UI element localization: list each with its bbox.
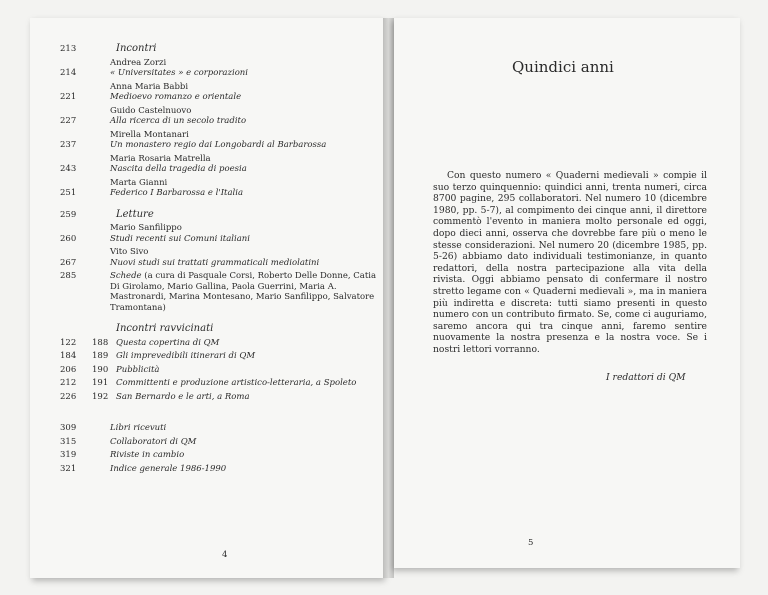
toc-item	[60, 178, 380, 199]
toc-page-number: 188	[92, 337, 109, 348]
toc-page-number: 213	[60, 44, 77, 54]
toc-section	[60, 324, 380, 335]
toc-page-number: 319	[60, 450, 77, 460]
toc-page-number: 206	[60, 364, 77, 375]
toc-title: Medioevo romanzo e orientale	[110, 92, 242, 102]
left-page-number: 4	[222, 550, 228, 560]
toc-page-number: 259	[60, 209, 77, 220]
toc-author: Maria Rosaria Matrella	[110, 153, 211, 164]
toc-title: Alla ricerca di un secolo tradito	[110, 116, 247, 126]
toc-item	[60, 392, 380, 403]
article-body: Con questo numero « Quaderni medievali » compie il suo terzo quinquennio: quindici anni, trenta numeri, circa 8700 pagine, 295 collaboratori. Nel numero 10 (dicembre 1980, pp. 5-7), al compimento dei cinque anni, il direttore commentò l'evento in maniera molto personale ed oggi, dopo dieci anni, osserva che dovrebbe fare più o meno le stesse considerazioni. Nel numero 20 (dicembre 1985, pp. 5-26) abbiamo dato individuali testimonianze, in quanto redattori, della nostra partecipazione alla vita della rivista. Oggi abbiamo pensato di confermare il nostro stretto legame con « Quaderni medievali », ma in maniera più indiretta e discreta: tutti siamo presenti in questo numero con un contributo firmato. Se, come ci auguriamo, saremo ancora qui tra cinque anni, faremo sentire nuovamente la nostra presenza e la nostra voce. Se i nostri lettori vorranno.	[433, 170, 707, 355]
article-title: Quindici anni	[512, 58, 614, 76]
toc-title: Studi recenti sui Comuni italiani	[110, 233, 250, 244]
toc-page-number: 260	[60, 233, 77, 244]
toc-section	[60, 210, 380, 221]
toc-item	[60, 338, 380, 349]
toc-section-title: Letture	[116, 208, 154, 220]
toc-author: Mirella Montanari	[110, 129, 189, 140]
toc-page-number: 251	[60, 188, 77, 198]
toc-item	[60, 223, 380, 244]
toc-title: Nascita della tragedia di poesia	[110, 164, 247, 174]
toc-item	[60, 154, 380, 175]
toc-page-number: 184	[60, 351, 77, 361]
toc-section-title: Incontri ravvicinati	[116, 323, 214, 334]
toc-page-number: 191	[92, 378, 109, 388]
toc-title: Pubblicità	[116, 364, 160, 375]
toc-page-number: 226	[60, 391, 77, 402]
toc-item	[60, 378, 380, 389]
toc-item	[60, 450, 380, 461]
toc-item	[60, 106, 380, 127]
toc-page-number: 192	[92, 391, 109, 402]
table-of-contents	[60, 44, 380, 477]
toc-item	[60, 351, 380, 362]
toc-title: Committenti e produzione artistico-letteraria, a Spoleto	[116, 378, 357, 388]
toc-title: San Bernardo e le arti, a Roma	[116, 391, 250, 402]
toc-title: Un monastero regio dai Longobardi al Barbarossa	[110, 140, 327, 150]
toc-author: Marta Gianni	[110, 177, 168, 188]
book-spine	[383, 18, 394, 578]
toc-page-number: 190	[92, 364, 109, 375]
toc-page-number: 309	[60, 423, 77, 433]
toc-page-number: 122	[60, 337, 77, 348]
toc-author: Andrea Zorzi	[110, 57, 167, 68]
toc-page-number: 214	[60, 68, 77, 78]
toc-section	[60, 44, 380, 55]
toc-page-number: 243	[60, 164, 77, 174]
toc-item	[60, 82, 380, 103]
toc-page-number: 237	[60, 140, 77, 150]
toc-title: Gli imprevedibili itinerari di QM	[116, 351, 256, 361]
toc-item	[60, 58, 380, 79]
toc-title: « Universitates » e corporazioni	[110, 68, 249, 78]
toc-author: Guido Castelnuovo	[110, 105, 192, 116]
toc-item	[60, 437, 380, 448]
toc-title: Federico I Barbarossa e l'Italia	[110, 188, 244, 198]
toc-page-number: 212	[60, 378, 77, 388]
toc-title: Indice generale 1986-1990	[110, 463, 227, 474]
toc-item	[60, 464, 380, 475]
toc-title: Riviste in cambio	[110, 450, 185, 460]
toc-page-number: 321	[60, 463, 77, 474]
toc-item	[60, 365, 380, 376]
toc-page-number: 227	[60, 116, 77, 126]
toc-page-number: 285	[60, 271, 77, 281]
toc-author: Anna Maria Babbi	[110, 81, 189, 92]
toc-page-number: 189	[92, 351, 109, 361]
toc-item	[60, 130, 380, 151]
toc-page-number: 267	[60, 257, 77, 268]
toc-author: Mario Sanfilippo	[110, 223, 182, 233]
toc-section-title: Incontri	[116, 43, 157, 54]
toc-title: Questa copertina di QM	[116, 337, 220, 348]
schede-editors: (a cura di Pasquale Corsi, Roberto Delle Donne, Catia Di Girolamo, Mario Gallina, Paola Guerrini, Maria A. Mastronardi, Marina Montesano, Mario Sanfilippo, Salvatore Tramontana)	[110, 271, 377, 313]
toc-schede	[60, 271, 380, 313]
toc-author: Vito Sivo	[110, 247, 149, 257]
toc-title: Libri ricevuti	[110, 423, 167, 433]
toc-page-number: 315	[60, 436, 77, 447]
toc-page-number: 221	[60, 92, 77, 102]
schede-label: Schede	[110, 271, 142, 281]
right-page-number: 5	[528, 538, 534, 548]
toc-title: Nuovi studi sui trattati grammaticali mediolatini	[110, 257, 320, 268]
toc-title: Collaboratori di QM	[110, 436, 197, 447]
article-signature: I redattori di QM	[606, 372, 686, 383]
toc-item	[60, 423, 380, 434]
toc-item	[60, 247, 380, 268]
